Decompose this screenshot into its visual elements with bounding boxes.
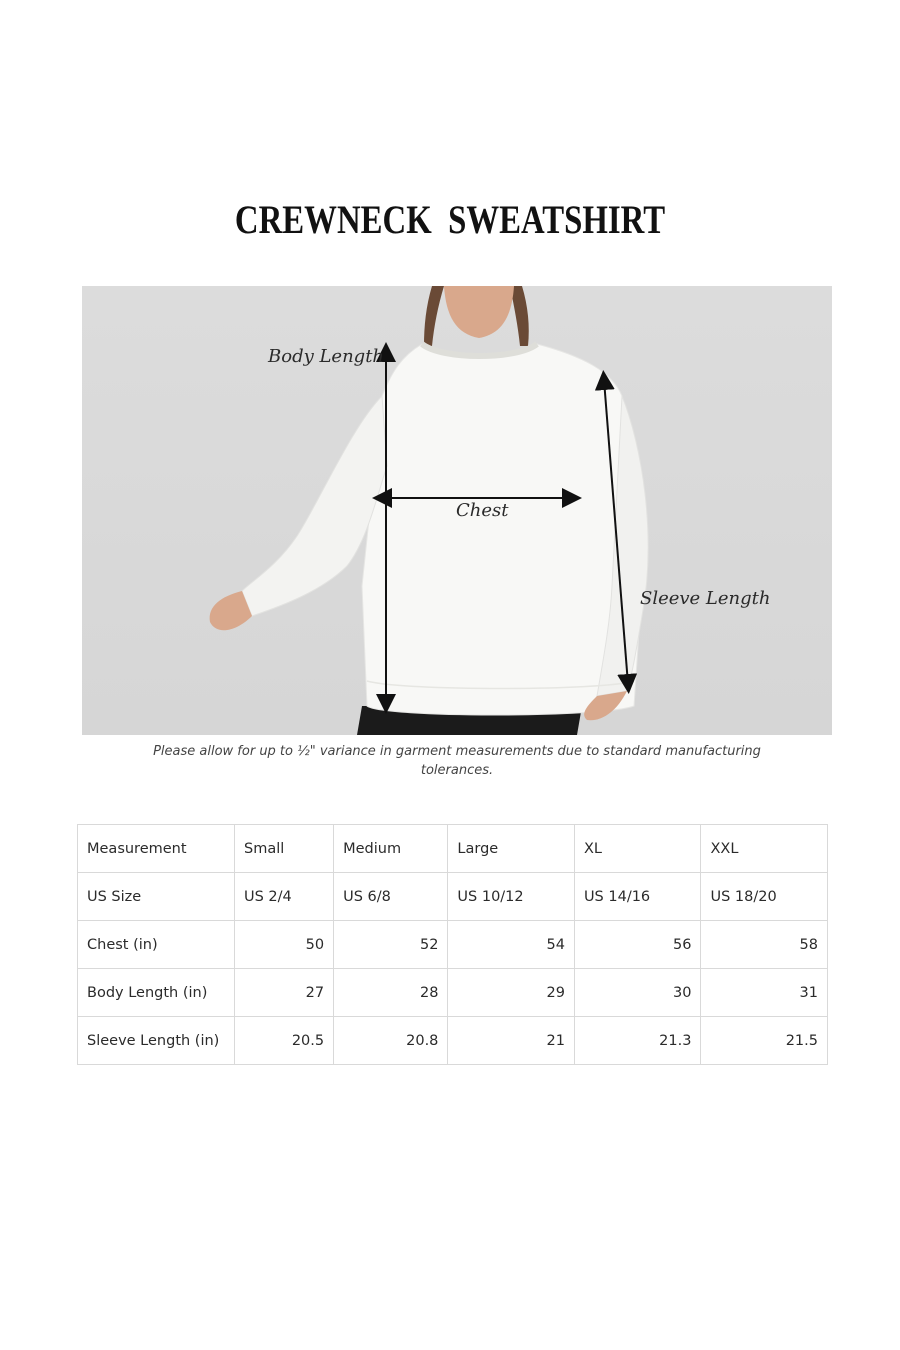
table-cell: US 2/4	[235, 873, 334, 921]
table-cell: 50	[235, 921, 334, 969]
table-header-cell: XL	[574, 825, 701, 873]
table-row	[78, 1017, 828, 1065]
table-cell: US 10/12	[448, 873, 575, 921]
table-cell: 58	[701, 921, 828, 969]
table-cell: US 14/16	[574, 873, 701, 921]
table-row	[78, 921, 828, 969]
table-cell: US 18/20	[701, 873, 828, 921]
row-label: Body Length (in)	[78, 969, 235, 1017]
table-cell: US 6/8	[334, 873, 448, 921]
chest-label: Chest	[456, 500, 509, 521]
table-cell: 30	[574, 969, 701, 1017]
table-header-cell: Small	[235, 825, 334, 873]
table-cell: 56	[574, 921, 701, 969]
table-header-cell: Medium	[334, 825, 448, 873]
table-header-cell: Large	[448, 825, 575, 873]
page-title: CREWNECK SWEATSHIRT	[234, 197, 666, 242]
variance-note: Please allow for up to ½" variance in garment measurements due to standard manufacturing tolerances.	[153, 744, 761, 778]
table-cell: 20.5	[235, 1017, 334, 1065]
table-cell: 21	[448, 1017, 575, 1065]
table-cell: 52	[334, 921, 448, 969]
table-cell: 27	[235, 969, 334, 1017]
row-label: Sleeve Length (in)	[78, 1017, 235, 1065]
sleeve-length-label: Sleeve Length	[640, 588, 771, 609]
table-row	[78, 873, 828, 921]
size-chart-table	[77, 824, 828, 1065]
row-label: US Size	[78, 873, 235, 921]
table-header-cell: XXL	[701, 825, 828, 873]
table-cell: 21.5	[701, 1017, 828, 1065]
table-cell: 21.3	[574, 1017, 701, 1065]
table-cell: 54	[448, 921, 575, 969]
row-label: Chest (in)	[78, 921, 235, 969]
size-diagram-photo	[82, 286, 832, 735]
table-header-cell: Measurement	[78, 825, 235, 873]
table-cell: 29	[448, 969, 575, 1017]
table-cell: 31	[701, 969, 828, 1017]
table-cell: 20.8	[334, 1017, 448, 1065]
body-length-label: Body Length	[268, 346, 385, 367]
table-cell: 28	[334, 969, 448, 1017]
table-header-row	[78, 825, 828, 873]
table-row	[78, 969, 828, 1017]
